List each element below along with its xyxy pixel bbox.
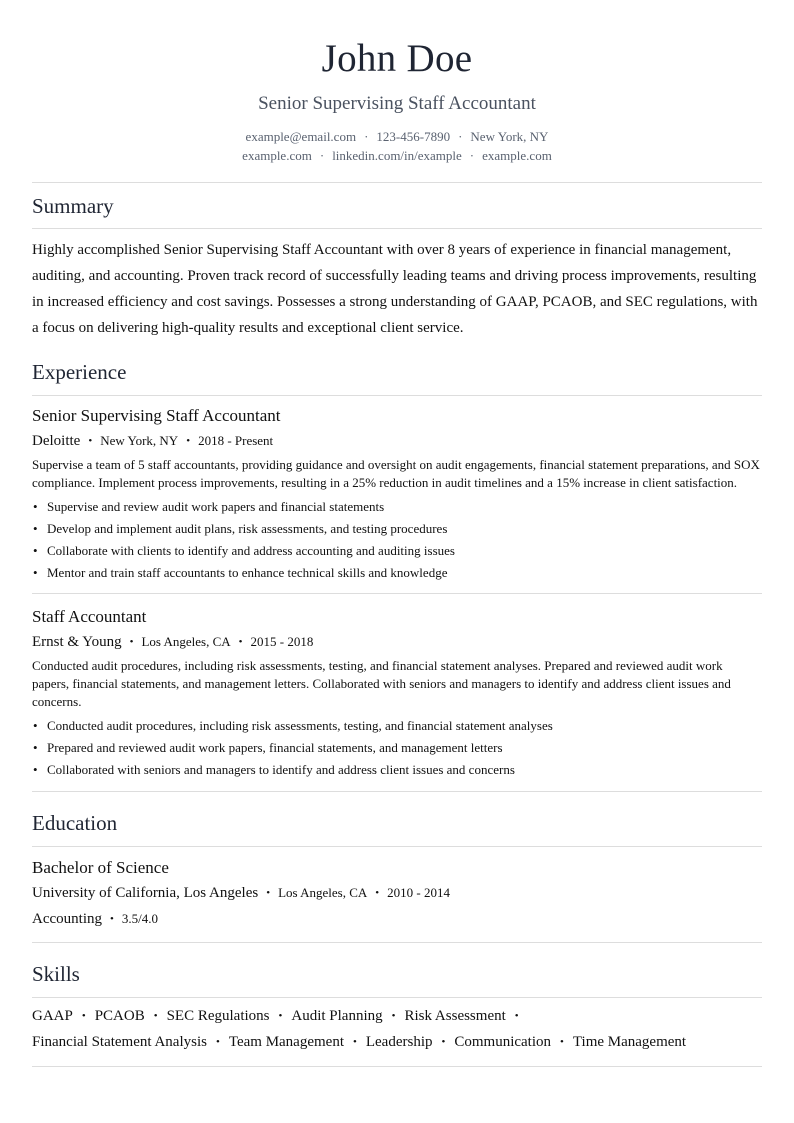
company-name: Deloitte <box>32 433 81 449</box>
skill-item: Financial Statement Analysis <box>32 1034 207 1050</box>
company-name: Ernst & Young <box>32 634 122 650</box>
summary-section <box>32 183 762 341</box>
resume-header <box>32 0 762 165</box>
website-link[interactable]: example.com <box>242 148 312 163</box>
skills-list <box>32 998 762 1056</box>
skill-item: PCAOB <box>94 1008 145 1024</box>
bullet-separator: • <box>353 1036 357 1048</box>
location: New York, NY <box>470 129 549 144</box>
field-of-study: Accounting <box>32 911 102 927</box>
gpa: 3.5/4.0 <box>121 911 158 926</box>
education-dates: 2010 - 2014 <box>387 885 450 900</box>
skill-item: Risk Assessment <box>404 1008 506 1024</box>
candidate-name: John Doe <box>321 37 473 80</box>
section-heading-experience: Experience <box>32 360 127 384</box>
email-link[interactable]: example@email.com <box>245 129 357 144</box>
skill-item: Communication <box>454 1034 552 1050</box>
job-location: Los Angeles, CA <box>141 634 231 649</box>
job-title: Senior Supervising Staff Accountant <box>32 406 281 425</box>
bullet-separator: • <box>81 1010 86 1022</box>
separator: · <box>319 148 325 163</box>
section-heading-summary: Summary <box>32 194 114 218</box>
bullet-separator: • <box>109 913 114 925</box>
education-section <box>32 792 762 943</box>
education-entry <box>32 847 762 930</box>
list-item: • Develop and implement audit plans, risk assessments, and testing procedures <box>32 518 762 540</box>
skills-section <box>32 943 762 1067</box>
divider <box>32 1066 762 1067</box>
list-item: • Mentor and train staff accountants to enhance technical skills and knowledge <box>32 562 762 584</box>
contact-line-1 <box>32 127 762 146</box>
job-bullets <box>32 496 762 584</box>
bullet-separator: • <box>441 1036 446 1048</box>
bullet-separator: • <box>88 435 93 447</box>
bullet-separator: • <box>215 1036 220 1048</box>
section-heading-education: Education <box>32 811 118 835</box>
list-item: • Prepared and reviewed audit work papers, financial statements, and management letters <box>32 737 762 759</box>
skill-item: GAAP <box>32 1008 73 1024</box>
skill-item: SEC Regulations <box>166 1008 270 1024</box>
list-item: • Supervise and review audit work papers and financial statements <box>32 496 762 518</box>
job-dates: 2018 - Present <box>198 433 274 448</box>
school-name: University of California, Los Angeles <box>32 885 259 901</box>
contact-line-2 <box>32 146 762 165</box>
bullet-separator: • <box>266 887 271 899</box>
job-entry <box>32 396 762 584</box>
portfolio-link[interactable]: example.com <box>482 148 552 163</box>
bullet-separator: • <box>278 1010 283 1022</box>
bullet-separator: • <box>153 1010 158 1022</box>
education-meta <box>32 883 762 904</box>
separator: · <box>469 148 475 163</box>
bullet-separator: • <box>560 1036 564 1048</box>
job-dates: 2015 - 2018 <box>250 634 314 649</box>
degree: Bachelor of Science <box>32 858 169 877</box>
skill-item: Leadership <box>365 1034 433 1050</box>
list-item: • Collaborate with clients to identify and address accounting and auditing issues <box>32 540 762 562</box>
divider <box>32 228 762 229</box>
job-title: Staff Accountant <box>32 607 147 626</box>
linkedin-link[interactable]: linkedin.com/in/example <box>332 148 462 163</box>
separator: · <box>458 129 463 144</box>
school-location: Los Angeles, CA <box>278 885 368 900</box>
job-bullets <box>32 715 762 781</box>
education-field <box>32 909 762 930</box>
skill-item: Time Management <box>572 1034 687 1050</box>
job-description: Conducted audit procedures, including risk assessments, testing, and financial statement analyses. Prepared and reviewed audit work papers, financial statements, and management letters. Collaborated with seniors and managers to identify and address client issues and concerns. <box>32 658 731 709</box>
job-description: Supervise a team of 5 staff accountants, providing guidance and oversight on audit engagements, financial statement preparations, and SOX compliance. Implement process improvements, resulting in a 25% reduction in audit timelines and a 15% increase in client satisfaction. <box>32 457 760 490</box>
list-item: • Collaborated with seniors and managers to identify and address client issues and concerns <box>32 759 762 781</box>
job-meta <box>32 431 762 452</box>
bullet-separator: • <box>186 435 191 447</box>
skills-line-1 <box>32 1004 762 1030</box>
summary-text: Highly accomplished Senior Supervising Staff Accountant with over 8 years of experience in financial management, auditing, and accounting. Proven track record of successfully leading teams and driving process improvements, resulting in increased efficiency and cost savings. Possesses a strong understanding of GAAP, PCAOB, and SEC regulations, with a focus on delivering high-quality results and exceptional client service. <box>32 242 758 336</box>
skill-item: Audit Planning <box>291 1008 383 1024</box>
bullet-separator: • <box>391 1010 396 1022</box>
phone-number: 123-456-7890 <box>376 129 451 144</box>
bullet-separator: • <box>129 636 134 648</box>
job-meta <box>32 632 762 653</box>
bullet-separator: • <box>375 887 380 899</box>
bullet-separator: • <box>514 1010 519 1022</box>
experience-section <box>32 341 762 792</box>
candidate-title: Senior Supervising Staff Accountant <box>258 93 536 114</box>
list-item: • Conducted audit procedures, including risk assessments, testing, and financial statement analyses <box>32 715 762 737</box>
bullet-separator: • <box>238 636 243 648</box>
skills-line-2 <box>32 1030 762 1056</box>
job-location: New York, NY <box>100 433 179 448</box>
skill-item: Team Management <box>228 1034 344 1050</box>
section-heading-skills: Skills <box>32 962 80 986</box>
contact-info <box>32 127 762 165</box>
job-entry <box>32 594 762 781</box>
separator: · <box>364 129 369 144</box>
